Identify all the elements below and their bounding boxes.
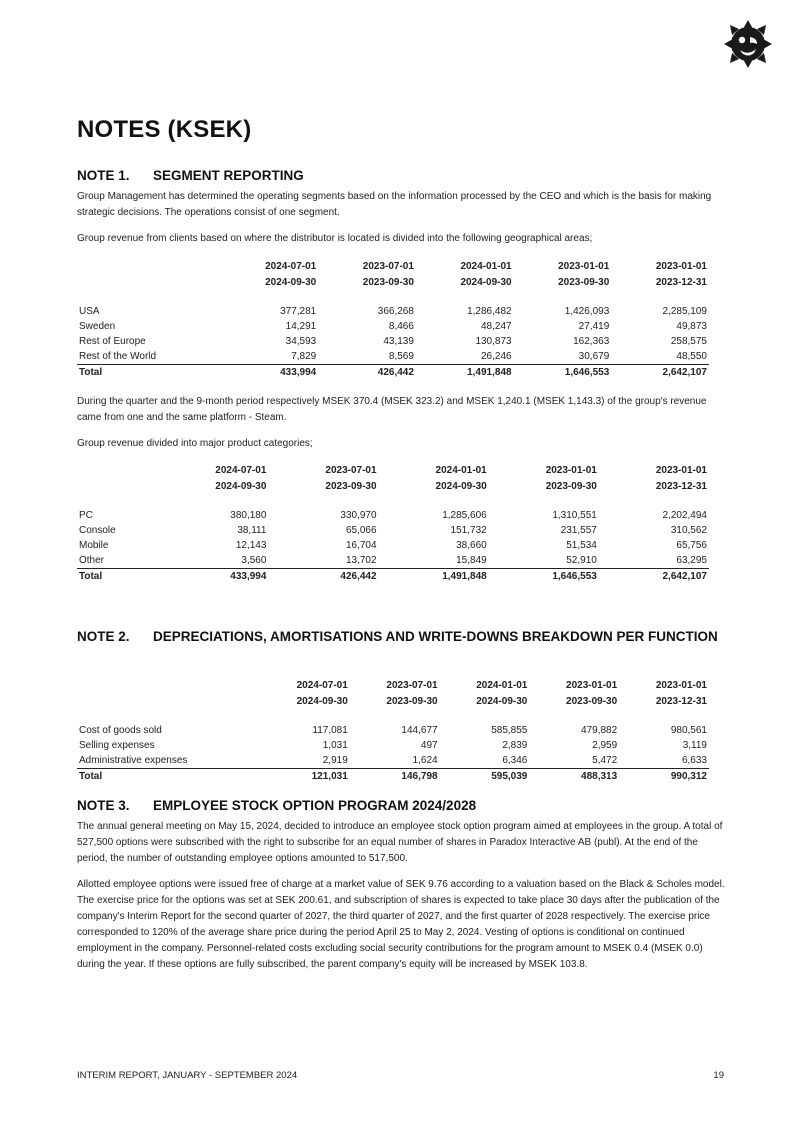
row-label: Total	[79, 771, 103, 782]
cell-value: 13,702	[268, 553, 378, 569]
cell-value: 48,247	[481, 321, 512, 332]
col-start: 2024-01-01	[435, 464, 487, 476]
cell-value: 2,642,107	[662, 571, 707, 582]
col-end: 2023-12-31	[655, 480, 707, 492]
cell-value: 1,310,551	[552, 510, 597, 521]
note1-paragraph-3: During the quarter and the 9-month period respectively MSEK 370.4 (MSEK 323.2) and MSEK 1,240.1 (MSEK 1,143.3) of the group's revenue came from one and the same platform - Steam.	[77, 396, 707, 423]
note3-title: EMPLOYEE STOCK OPTION PROGRAM 2024/2028	[153, 798, 477, 813]
cell-value: 65,066	[345, 525, 377, 536]
cell-value: 151,732	[450, 525, 487, 536]
table-row	[77, 334, 709, 349]
cell-value: 130,873	[475, 336, 512, 347]
row-label: Total	[79, 571, 103, 582]
cell-value: 14,291	[285, 321, 317, 332]
cell-value: 1,491,848	[467, 367, 512, 378]
header-blank	[77, 462, 158, 478]
col-end: 2023-09-30	[362, 276, 414, 288]
note1-paragraph-2: Group revenue from clients based on where the distributor is located is divided into the following geographical areas;	[77, 233, 593, 244]
total-row	[77, 769, 709, 785]
cell-value: 1,031	[322, 740, 348, 751]
paradox-logo	[720, 16, 776, 72]
note2-number: NOTE 2.	[77, 629, 130, 644]
cell-value: 63,295	[599, 553, 709, 569]
col-start: 2023-07-01	[362, 260, 414, 272]
header-blank	[77, 693, 260, 709]
cell-value: 2,202,494	[662, 510, 707, 521]
cell-value: 146,798	[401, 771, 438, 782]
cell-value: 30,679	[514, 349, 612, 365]
col-end: 2023-09-30	[325, 480, 377, 492]
col-start: 2024-07-01	[265, 260, 317, 272]
note3-heading	[77, 798, 476, 813]
cell-value: 16,704	[345, 540, 377, 551]
row-label: USA	[79, 306, 100, 317]
cell-value: 1,624	[350, 753, 440, 769]
cell-value: 426,442	[340, 571, 377, 582]
cell-value: 426,442	[377, 367, 414, 378]
cell-value: 162,363	[573, 336, 610, 347]
cell-value: 231,557	[560, 525, 597, 536]
cell-value: 7,829	[221, 349, 319, 365]
cell-value: 52,910	[489, 553, 599, 569]
cell-value: 479,882	[581, 725, 618, 736]
cell-value: 497	[420, 740, 438, 751]
table-row	[77, 508, 709, 523]
header-blank	[77, 478, 158, 494]
note3-number: NOTE 3.	[77, 798, 130, 813]
row-label: Sweden	[79, 321, 116, 332]
table-row	[77, 723, 709, 738]
col-end: 2023-12-31	[655, 695, 707, 707]
cell-value: 980,561	[670, 725, 707, 736]
col-start: 2024-07-01	[296, 679, 348, 691]
note1-paragraph-4: Group revenue divided into major product categories;	[77, 438, 313, 449]
col-end: 2024-09-30	[476, 695, 528, 707]
col-end: 2023-09-30	[558, 276, 610, 288]
col-start: 2024-01-01	[460, 260, 512, 272]
header-blank	[77, 258, 221, 274]
cell-value: 2,839	[502, 740, 528, 751]
table-row	[77, 738, 709, 753]
col-end: 2024-09-30	[460, 276, 512, 288]
product-revenue-table	[77, 462, 709, 584]
header-blank	[77, 677, 260, 693]
cell-value: 8,569	[318, 349, 416, 365]
cell-value: 121,031	[311, 771, 348, 782]
cell-value: 2,919	[260, 753, 350, 769]
col-end: 2023-12-31	[655, 276, 707, 288]
header-blank	[77, 274, 221, 290]
col-start: 2023-07-01	[325, 464, 377, 476]
row-label: Administrative expenses	[77, 753, 260, 769]
cell-value: 595,039	[491, 771, 528, 782]
cell-value: 5,472	[529, 753, 619, 769]
col-end: 2024-09-30	[296, 695, 348, 707]
cell-value: 2,959	[592, 740, 618, 751]
cell-value: 144,677	[401, 725, 438, 736]
col-start: 2023-01-01	[655, 464, 707, 476]
col-end: 2024-09-30	[265, 276, 317, 288]
cell-value: 6,346	[440, 753, 530, 769]
cell-value: 488,313	[581, 771, 618, 782]
cell-value: 258,575	[670, 336, 707, 347]
note2-heading	[77, 629, 718, 644]
row-label: Total	[79, 367, 103, 378]
cell-value: 26,246	[416, 349, 514, 365]
col-end: 2023-09-30	[566, 695, 618, 707]
cell-value: 38,660	[456, 540, 487, 551]
cell-value: 1,286,482	[467, 306, 512, 317]
row-label: Selling expenses	[79, 740, 155, 751]
cell-value: 1,285,606	[442, 510, 487, 521]
note3-paragraph-1: The annual general meeting on May 15, 2024, decided to introduce an employee stock option program aimed at employees in the group. A total of 527,500 options were subscribed with the right to subscribe for an equal number of shares in Paradox Interactive AB (publ). At the end of the period, the number of outstanding employee options amounted to 517,500.	[77, 821, 723, 864]
cell-value: 1,426,093	[564, 306, 610, 317]
geographic-revenue-table	[77, 258, 709, 380]
total-row	[77, 569, 709, 585]
cell-value: 433,994	[230, 571, 267, 582]
table-row	[77, 349, 709, 365]
col-start: 2023-01-01	[655, 679, 707, 691]
cell-value: 15,849	[379, 553, 489, 569]
page-number: 19	[713, 1070, 724, 1081]
cell-value: 2,642,107	[662, 367, 707, 378]
row-label: Mobile	[79, 540, 109, 551]
col-start: 2023-01-01	[655, 260, 707, 272]
table-row	[77, 538, 709, 553]
cell-value: 310,562	[670, 525, 707, 536]
table-row	[77, 304, 709, 319]
depreciation-table	[77, 677, 709, 784]
table-row	[77, 523, 709, 538]
note1-paragraph-1: Group Management has determined the operating segments based on the information processed by the CEO and which is the basis for making strategic decisions. The operations consist of one segment.	[77, 191, 712, 218]
cell-value: 3,560	[158, 553, 268, 569]
note3-paragraph-2: Allotted employee options were issued free of charge at a market value of SEK 9.76 according to a valuation based on the Black & Scholes model. The exercise price for the options was set at SEK 200.61, and subscription of shares is expected to take place 30 days after the publication of the company's Interim Report for the second quarter of 2027, the third quarter of 2027, and the first quarter of 2028 respectively. The exercise price corresponded to 120% of the average share price during the period April 25 to May 2, 2024. Vesting of options is conditional on continued employment in the company. Personnel-related costs excluding social security contributions for the program amount to MSEK 0.4 (MSEK 0.0) during the year. If these options are fully subscribed, the parent company's equity will be increased by MSEK 103.8.	[77, 879, 725, 970]
cell-value: 433,994	[280, 367, 317, 378]
row-label: PC	[79, 510, 93, 521]
row-label: Rest of the World	[77, 349, 221, 365]
cell-value: 49,873	[676, 321, 707, 332]
cell-value: 377,281	[280, 306, 317, 317]
cell-value: 6,633	[619, 753, 709, 769]
note2-title: DEPRECIATIONS, AMORTISATIONS AND WRITE-DOWNS BREAKDOWN PER FUNCTION	[153, 629, 718, 644]
footer-report-title: INTERIM REPORT, JANUARY - SEPTEMBER 2024	[77, 1070, 298, 1081]
col-start: 2023-01-01	[566, 679, 618, 691]
col-end: 2024-09-30	[215, 480, 267, 492]
table-row	[77, 553, 709, 569]
col-end: 2024-09-30	[435, 480, 487, 492]
note1-title: SEGMENT REPORTING	[153, 168, 304, 183]
page-title: NOTES (KSEK)	[77, 116, 252, 143]
col-start: 2023-01-01	[545, 464, 597, 476]
cell-value: 117,081	[312, 725, 348, 736]
col-end: 2023-09-30	[545, 480, 597, 492]
cell-value: 12,143	[235, 540, 267, 551]
note1-heading	[77, 168, 304, 183]
cell-value: 1,646,553	[564, 367, 610, 378]
cell-value: 27,419	[578, 321, 610, 332]
cell-value: 366,268	[377, 306, 414, 317]
table-row	[77, 753, 709, 769]
cell-value: 48,550	[611, 349, 709, 365]
cell-value: 38,111	[237, 525, 267, 536]
col-start: 2024-01-01	[476, 679, 528, 691]
row-label: Rest of Europe	[79, 336, 146, 347]
col-start: 2023-07-01	[386, 679, 438, 691]
cell-value: 51,534	[566, 540, 597, 551]
cell-value: 1,491,848	[442, 571, 487, 582]
row-label: Other	[77, 553, 158, 569]
cell-value: 1,646,553	[552, 571, 597, 582]
row-label: Console	[79, 525, 116, 536]
cell-value: 585,855	[491, 725, 528, 736]
total-row	[77, 365, 709, 381]
row-label: Cost of goods sold	[79, 725, 162, 736]
cell-value: 330,970	[340, 510, 377, 521]
note1-number: NOTE 1.	[77, 168, 130, 183]
cell-value: 3,119	[682, 740, 707, 751]
col-start: 2024-07-01	[215, 464, 267, 476]
table-row	[77, 319, 709, 334]
cell-value: 43,139	[383, 336, 414, 347]
cell-value: 8,466	[388, 321, 414, 332]
col-start: 2023-01-01	[558, 260, 610, 272]
cell-value: 34,593	[285, 336, 317, 347]
cell-value: 380,180	[230, 510, 267, 521]
col-end: 2023-09-30	[386, 695, 438, 707]
cell-value: 2,285,109	[662, 306, 707, 317]
cell-value: 990,312	[670, 771, 707, 782]
cell-value: 65,756	[676, 540, 707, 551]
